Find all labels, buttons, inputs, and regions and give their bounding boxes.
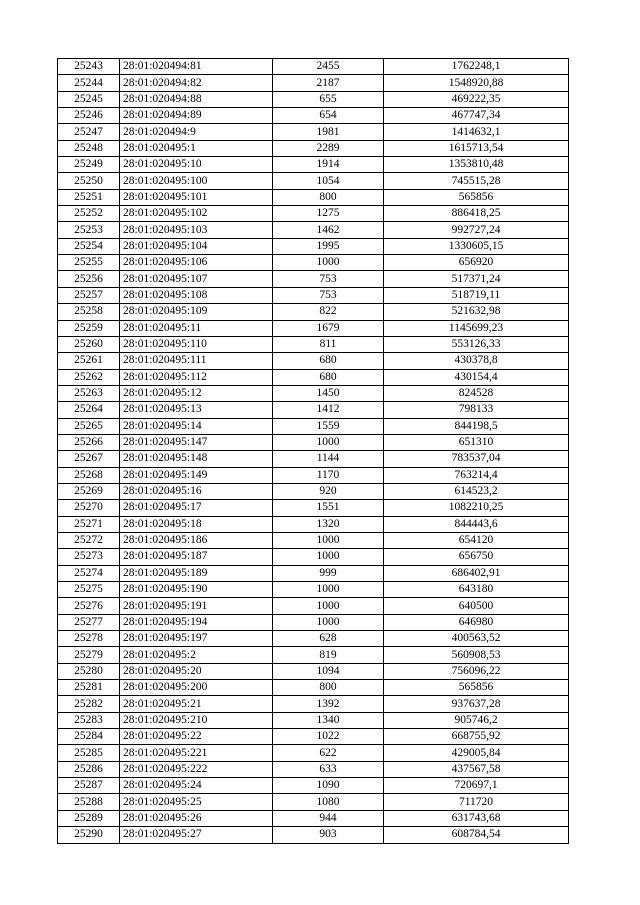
- cadastral-value-cell: 430154,4: [384, 369, 569, 385]
- row-number-cell: 25249: [58, 157, 120, 173]
- cadastral-value-cell: 720697,1: [384, 778, 569, 794]
- area-cell: 680: [273, 369, 384, 385]
- table-row: [58, 140, 569, 156]
- cadastral-number-cell: 28:01:020495:194: [120, 614, 273, 630]
- row-number-cell: 25282: [58, 696, 120, 712]
- area-cell: 1462: [273, 222, 384, 238]
- cadastral-value-cell: 992727,24: [384, 222, 569, 238]
- cadastral-number-cell: 28:01:020495:111: [120, 353, 273, 369]
- cadastral-value-cell: 686402,91: [384, 565, 569, 581]
- table-row: [58, 761, 569, 777]
- cadastral-value-cell: 553126,33: [384, 336, 569, 352]
- cadastral-number-cell: 28:01:020494:88: [120, 91, 273, 107]
- area-cell: 655: [273, 91, 384, 107]
- area-cell: 1000: [273, 582, 384, 598]
- row-number-cell: 25244: [58, 75, 120, 91]
- cadastral-number-cell: 28:01:020495:27: [120, 827, 273, 843]
- area-cell: 753: [273, 287, 384, 303]
- cadastral-value-cell: 631743,68: [384, 810, 569, 826]
- area-cell: 633: [273, 761, 384, 777]
- cadastral-value-cell: 565856: [384, 189, 569, 205]
- table-row: [58, 696, 569, 712]
- row-number-cell: 25288: [58, 794, 120, 810]
- cadastral-number-cell: 28:01:020495:22: [120, 729, 273, 745]
- row-number-cell: 25290: [58, 827, 120, 843]
- row-number-cell: 25285: [58, 745, 120, 761]
- row-number-cell: 25248: [58, 140, 120, 156]
- area-cell: 2455: [273, 59, 384, 75]
- area-cell: 1000: [273, 598, 384, 614]
- cadastral-value-cell: 668755,92: [384, 729, 569, 745]
- row-number-cell: 25265: [58, 418, 120, 434]
- cadastral-value-cell: 745515,28: [384, 173, 569, 189]
- cadastral-number-cell: 28:01:020495:10: [120, 157, 273, 173]
- row-number-cell: 25254: [58, 238, 120, 254]
- table-row: [58, 189, 569, 205]
- cadastral-value-cell: 798133: [384, 402, 569, 418]
- cadastral-value-cell: 518719,11: [384, 287, 569, 303]
- area-cell: 1000: [273, 532, 384, 548]
- row-number-cell: 25287: [58, 778, 120, 794]
- cadastral-value-cell: 763214,4: [384, 467, 569, 483]
- cadastral-value-table: [57, 58, 569, 844]
- table-row: [58, 631, 569, 647]
- cadastral-value-cell: 521632,98: [384, 304, 569, 320]
- cadastral-value-cell: 1615713,54: [384, 140, 569, 156]
- table-row: [58, 157, 569, 173]
- row-number-cell: 25243: [58, 59, 120, 75]
- area-cell: 811: [273, 336, 384, 352]
- area-cell: 1000: [273, 549, 384, 565]
- cadastral-number-cell: 28:01:020495:101: [120, 189, 273, 205]
- table-row: [58, 467, 569, 483]
- cadastral-value-cell: 651310: [384, 434, 569, 450]
- table-row: [58, 516, 569, 532]
- area-cell: 1679: [273, 320, 384, 336]
- area-cell: 1000: [273, 255, 384, 271]
- table-row: [58, 810, 569, 826]
- table-row: [58, 745, 569, 761]
- area-cell: 654: [273, 108, 384, 124]
- area-cell: 1090: [273, 778, 384, 794]
- table-row: [58, 304, 569, 320]
- cadastral-value-cell: 1548920,88: [384, 75, 569, 91]
- table-row: [58, 271, 569, 287]
- cadastral-number-cell: 28:01:020494:9: [120, 124, 273, 140]
- row-number-cell: 25261: [58, 353, 120, 369]
- table-row: [58, 124, 569, 140]
- row-number-cell: 25250: [58, 173, 120, 189]
- area-cell: 944: [273, 810, 384, 826]
- row-number-cell: 25273: [58, 549, 120, 565]
- row-number-cell: 25281: [58, 680, 120, 696]
- table-row: [58, 598, 569, 614]
- row-number-cell: 25277: [58, 614, 120, 630]
- row-number-cell: 25255: [58, 255, 120, 271]
- table-row: [58, 451, 569, 467]
- cadastral-value-cell: 1082210,25: [384, 500, 569, 516]
- row-number-cell: 25289: [58, 810, 120, 826]
- cadastral-number-cell: 28:01:020495:26: [120, 810, 273, 826]
- cadastral-value-cell: 430378,8: [384, 353, 569, 369]
- area-cell: 753: [273, 271, 384, 287]
- cadastral-number-cell: 28:01:020495:20: [120, 663, 273, 679]
- table-row: [58, 729, 569, 745]
- table-row: [58, 206, 569, 222]
- row-number-cell: 25267: [58, 451, 120, 467]
- table-row: [58, 483, 569, 499]
- area-cell: 1000: [273, 614, 384, 630]
- table-row: [58, 91, 569, 107]
- area-cell: 2187: [273, 75, 384, 91]
- area-cell: 999: [273, 565, 384, 581]
- table-row: [58, 336, 569, 352]
- cadastral-number-cell: 28:01:020495:104: [120, 238, 273, 254]
- table-row: [58, 827, 569, 843]
- cadastral-number-cell: 28:01:020495:190: [120, 582, 273, 598]
- table-row: [58, 663, 569, 679]
- table-row: [58, 75, 569, 91]
- table-row: [58, 320, 569, 336]
- table-row: [58, 794, 569, 810]
- area-cell: 2289: [273, 140, 384, 156]
- cadastral-number-cell: 28:01:020495:186: [120, 532, 273, 548]
- cadastral-value-cell: 844443,6: [384, 516, 569, 532]
- area-cell: 622: [273, 745, 384, 761]
- area-cell: 800: [273, 680, 384, 696]
- table-row: [58, 108, 569, 124]
- cadastral-number-cell: 28:01:020495:110: [120, 336, 273, 352]
- cadastral-number-cell: 28:01:020495:16: [120, 483, 273, 499]
- row-number-cell: 25252: [58, 206, 120, 222]
- cadastral-number-cell: 28:01:020495:1: [120, 140, 273, 156]
- row-number-cell: 25253: [58, 222, 120, 238]
- table-row: [58, 582, 569, 598]
- cadastral-number-cell: 28:01:020495:12: [120, 385, 273, 401]
- area-cell: 1170: [273, 467, 384, 483]
- cadastral-number-cell: 28:01:020495:222: [120, 761, 273, 777]
- table-row: [58, 712, 569, 728]
- row-number-cell: 25284: [58, 729, 120, 745]
- row-number-cell: 25275: [58, 582, 120, 598]
- table-row: [58, 778, 569, 794]
- cadastral-value-cell: 886418,25: [384, 206, 569, 222]
- table-row: [58, 647, 569, 663]
- cadastral-number-cell: 28:01:020495:221: [120, 745, 273, 761]
- cadastral-value-cell: 656920: [384, 255, 569, 271]
- row-number-cell: 25279: [58, 647, 120, 663]
- cadastral-value-cell: 1414632,1: [384, 124, 569, 140]
- cadastral-number-cell: 28:01:020495:17: [120, 500, 273, 516]
- row-number-cell: 25264: [58, 402, 120, 418]
- area-cell: 903: [273, 827, 384, 843]
- area-cell: 1551: [273, 500, 384, 516]
- row-number-cell: 25274: [58, 565, 120, 581]
- row-number-cell: 25271: [58, 516, 120, 532]
- cadastral-number-cell: 28:01:020495:108: [120, 287, 273, 303]
- table-row: [58, 418, 569, 434]
- area-cell: 1054: [273, 173, 384, 189]
- cadastral-number-cell: 28:01:020495:210: [120, 712, 273, 728]
- table-row: [58, 680, 569, 696]
- row-number-cell: 25256: [58, 271, 120, 287]
- cadastral-number-cell: 28:01:020495:102: [120, 206, 273, 222]
- cadastral-value-cell: 824528: [384, 385, 569, 401]
- cadastral-value-cell: 469222,35: [384, 91, 569, 107]
- cadastral-number-cell: 28:01:020495:14: [120, 418, 273, 434]
- cadastral-value-cell: 614523,2: [384, 483, 569, 499]
- area-cell: 800: [273, 189, 384, 205]
- area-cell: 1392: [273, 696, 384, 712]
- row-number-cell: 25272: [58, 532, 120, 548]
- cadastral-number-cell: 28:01:020495:103: [120, 222, 273, 238]
- cadastral-value-cell: 467747,34: [384, 108, 569, 124]
- cadastral-value-cell: 654120: [384, 532, 569, 548]
- cadastral-value-cell: 608784,54: [384, 827, 569, 843]
- area-cell: 1275: [273, 206, 384, 222]
- table-row: [58, 353, 569, 369]
- cadastral-value-cell: 400563,52: [384, 631, 569, 647]
- table-row: [58, 434, 569, 450]
- area-cell: 1094: [273, 663, 384, 679]
- cadastral-value-cell: 1145699,23: [384, 320, 569, 336]
- cadastral-number-cell: 28:01:020495:24: [120, 778, 273, 794]
- row-number-cell: 25247: [58, 124, 120, 140]
- row-number-cell: 25283: [58, 712, 120, 728]
- table-row: [58, 402, 569, 418]
- row-number-cell: 25269: [58, 483, 120, 499]
- row-number-cell: 25280: [58, 663, 120, 679]
- cadastral-number-cell: 28:01:020495:187: [120, 549, 273, 565]
- cadastral-number-cell: 28:01:020495:11: [120, 320, 273, 336]
- row-number-cell: 25257: [58, 287, 120, 303]
- cadastral-value-cell: 646980: [384, 614, 569, 630]
- area-cell: 1144: [273, 451, 384, 467]
- cadastral-value-cell: 844198,5: [384, 418, 569, 434]
- cadastral-number-cell: 28:01:020494:89: [120, 108, 273, 124]
- table-row: [58, 532, 569, 548]
- table-body: [58, 59, 569, 844]
- cadastral-value-cell: 560908,53: [384, 647, 569, 663]
- row-number-cell: 25258: [58, 304, 120, 320]
- cadastral-number-cell: 28:01:020495:200: [120, 680, 273, 696]
- cadastral-value-cell: 437567,58: [384, 761, 569, 777]
- row-number-cell: 25260: [58, 336, 120, 352]
- row-number-cell: 25262: [58, 369, 120, 385]
- cadastral-number-cell: 28:01:020495:21: [120, 696, 273, 712]
- row-number-cell: 25278: [58, 631, 120, 647]
- cadastral-number-cell: 28:01:020495:107: [120, 271, 273, 287]
- table-row: [58, 500, 569, 516]
- cadastral-number-cell: 28:01:020495:109: [120, 304, 273, 320]
- table-row: [58, 59, 569, 75]
- cadastral-value-cell: 937637,28: [384, 696, 569, 712]
- area-cell: 1412: [273, 402, 384, 418]
- cadastral-value-cell: 711720: [384, 794, 569, 810]
- area-cell: 1080: [273, 794, 384, 810]
- area-cell: 1022: [273, 729, 384, 745]
- area-cell: 628: [273, 631, 384, 647]
- cadastral-value-cell: 656750: [384, 549, 569, 565]
- row-number-cell: 25259: [58, 320, 120, 336]
- cadastral-value-cell: 640500: [384, 598, 569, 614]
- row-number-cell: 25251: [58, 189, 120, 205]
- cadastral-value-cell: 1353810,48: [384, 157, 569, 173]
- table-row: [58, 222, 569, 238]
- row-number-cell: 25286: [58, 761, 120, 777]
- cadastral-number-cell: 28:01:020495:191: [120, 598, 273, 614]
- table-row: [58, 565, 569, 581]
- row-number-cell: 25246: [58, 108, 120, 124]
- cadastral-value-cell: 517371,24: [384, 271, 569, 287]
- row-number-cell: 25266: [58, 434, 120, 450]
- cadastral-number-cell: 28:01:020494:81: [120, 59, 273, 75]
- row-number-cell: 25270: [58, 500, 120, 516]
- cadastral-value-cell: 429005,84: [384, 745, 569, 761]
- cadastral-number-cell: 28:01:020495:189: [120, 565, 273, 581]
- row-number-cell: 25268: [58, 467, 120, 483]
- cadastral-number-cell: 28:01:020495:18: [120, 516, 273, 532]
- row-number-cell: 25263: [58, 385, 120, 401]
- cadastral-number-cell: 28:01:020495:112: [120, 369, 273, 385]
- row-number-cell: 25276: [58, 598, 120, 614]
- area-cell: 1340: [273, 712, 384, 728]
- area-cell: 1559: [273, 418, 384, 434]
- cadastral-number-cell: 28:01:020495:2: [120, 647, 273, 663]
- cadastral-value-cell: 905746,2: [384, 712, 569, 728]
- cadastral-value-cell: 565856: [384, 680, 569, 696]
- area-cell: 1981: [273, 124, 384, 140]
- cadastral-number-cell: 28:01:020495:106: [120, 255, 273, 271]
- cadastral-number-cell: 28:01:020495:147: [120, 434, 273, 450]
- cadastral-number-cell: 28:01:020495:100: [120, 173, 273, 189]
- cadastral-value-cell: 756096,22: [384, 663, 569, 679]
- table-row: [58, 385, 569, 401]
- table-row: [58, 238, 569, 254]
- cadastral-number-cell: 28:01:020494:82: [120, 75, 273, 91]
- table-row: [58, 255, 569, 271]
- cadastral-number-cell: 28:01:020495:25: [120, 794, 273, 810]
- cadastral-value-cell: 1762248,1: [384, 59, 569, 75]
- area-cell: 1995: [273, 238, 384, 254]
- table-row: [58, 287, 569, 303]
- area-cell: 1914: [273, 157, 384, 173]
- cadastral-number-cell: 28:01:020495:148: [120, 451, 273, 467]
- cadastral-value-cell: 643180: [384, 582, 569, 598]
- area-cell: 1000: [273, 434, 384, 450]
- table-row: [58, 173, 569, 189]
- area-cell: 1450: [273, 385, 384, 401]
- table-row: [58, 369, 569, 385]
- table-row: [58, 614, 569, 630]
- area-cell: 822: [273, 304, 384, 320]
- area-cell: 819: [273, 647, 384, 663]
- row-number-cell: 25245: [58, 91, 120, 107]
- cadastral-number-cell: 28:01:020495:149: [120, 467, 273, 483]
- area-cell: 680: [273, 353, 384, 369]
- table-row: [58, 549, 569, 565]
- cadastral-number-cell: 28:01:020495:197: [120, 631, 273, 647]
- area-cell: 920: [273, 483, 384, 499]
- cadastral-value-cell: 783537,04: [384, 451, 569, 467]
- area-cell: 1320: [273, 516, 384, 532]
- cadastral-number-cell: 28:01:020495:13: [120, 402, 273, 418]
- cadastral-value-cell: 1330605,15: [384, 238, 569, 254]
